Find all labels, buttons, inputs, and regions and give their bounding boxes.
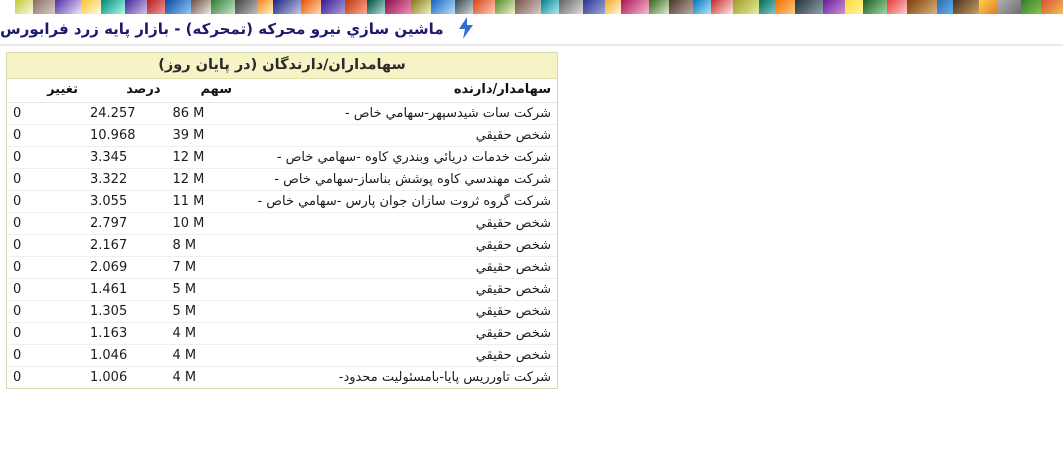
- holder-change: 0: [7, 125, 84, 147]
- holder-percent: 1.305: [84, 301, 167, 323]
- holder-change: 0: [7, 345, 84, 367]
- header-divider: [0, 44, 1063, 46]
- thumbnail-item[interactable]: [669, 0, 693, 14]
- holder-shares: 5 M: [167, 279, 239, 301]
- table-row[interactable]: [7, 367, 557, 389]
- column-header-percent: درصد: [126, 82, 161, 97]
- column-header-name: سهامدار/دارنده: [453, 82, 551, 97]
- thumbnail-item[interactable]: [367, 0, 385, 14]
- holder-name: شخص حقيقي: [238, 125, 557, 147]
- thumbnail-item[interactable]: [455, 0, 473, 14]
- holder-change: 0: [7, 147, 84, 169]
- table-row[interactable]: [7, 147, 557, 169]
- holder-percent: 10.968: [84, 125, 167, 147]
- thumbnail-item[interactable]: [345, 0, 367, 14]
- thumbnail-item[interactable]: [997, 0, 1021, 14]
- holder-shares: 4 M: [167, 367, 239, 389]
- thumbnail-item[interactable]: [33, 0, 55, 14]
- shareholders-panel: [6, 52, 558, 389]
- holder-percent: 3.345: [84, 147, 167, 169]
- thumbnail-item[interactable]: [385, 0, 411, 14]
- table-row[interactable]: [7, 191, 557, 213]
- holder-shares: 86 M: [167, 103, 239, 125]
- column-header-change: تغيير: [47, 82, 78, 97]
- thumbnail-item[interactable]: [759, 0, 775, 14]
- panel-title: سهامداران/دارندگان (در پايان روز): [7, 53, 557, 79]
- holder-percent: 1.006: [84, 367, 167, 389]
- thumbnail-item[interactable]: [431, 0, 455, 14]
- holder-percent: 2.167: [84, 235, 167, 257]
- thumbnail-item[interactable]: [907, 0, 937, 14]
- holder-name: شخص حقيقي: [238, 345, 557, 367]
- thumbnail-item[interactable]: [541, 0, 559, 14]
- column-header-shares: سهم: [200, 82, 232, 97]
- table-row[interactable]: [7, 235, 557, 257]
- table-row[interactable]: [7, 257, 557, 279]
- holder-shares: 4 M: [167, 345, 239, 367]
- thumbnail-item[interactable]: [953, 0, 979, 14]
- thumbnail-item[interactable]: [979, 0, 997, 14]
- thumbnail-item[interactable]: [473, 0, 495, 14]
- thumbnail-item[interactable]: [191, 0, 211, 14]
- holder-shares: 10 M: [167, 213, 239, 235]
- holder-name: شخص حقيقي: [238, 301, 557, 323]
- holder-shares: 5 M: [167, 301, 239, 323]
- holder-change: 0: [7, 367, 84, 389]
- holder-name: شركت سات شيدسپهر-سهامي خاص -: [238, 103, 557, 125]
- holder-name: شركت تاورريس پايا-بامسئوليت محدود-: [238, 367, 557, 389]
- holder-shares: 8 M: [167, 235, 239, 257]
- holder-shares: 39 M: [167, 125, 239, 147]
- holder-change: 0: [7, 169, 84, 191]
- thumbnail-item[interactable]: [1021, 0, 1041, 14]
- thumbnail-item[interactable]: [301, 0, 321, 14]
- thumbnail-item[interactable]: [273, 0, 301, 14]
- holder-change: 0: [7, 235, 84, 257]
- holder-percent: 3.055: [84, 191, 167, 213]
- holder-shares: 11 M: [167, 191, 239, 213]
- thumbnail-item[interactable]: [887, 0, 907, 14]
- thumbnail-item[interactable]: [411, 0, 431, 14]
- thumbnail-item[interactable]: [733, 0, 759, 14]
- holder-change: 0: [7, 257, 84, 279]
- holder-name: شركت گروه ثروت سازان جوان پارس -سهامي خاص -: [238, 191, 557, 213]
- thumbnail-item[interactable]: [495, 0, 515, 14]
- holder-change: 0: [7, 191, 84, 213]
- thumbnail-item[interactable]: [621, 0, 649, 14]
- thumbnail-item[interactable]: [711, 0, 733, 14]
- thumbnail-item[interactable]: [795, 0, 823, 14]
- thumbnail-item[interactable]: [693, 0, 711, 14]
- thumbnail-item[interactable]: [211, 0, 235, 14]
- holder-name: شخص حقيقي: [238, 235, 557, 257]
- shareholders-table: [7, 79, 557, 388]
- holder-percent: 1.046: [84, 345, 167, 367]
- holder-name: شخص حقيقي: [238, 323, 557, 345]
- bolt-icon: [458, 17, 474, 42]
- thumbnail-item[interactable]: [863, 0, 887, 14]
- holder-percent: 3.322: [84, 169, 167, 191]
- holder-shares: 7 M: [167, 257, 239, 279]
- table-row[interactable]: [7, 323, 557, 345]
- thumbnail-item[interactable]: [125, 0, 147, 14]
- holder-shares: 12 M: [167, 147, 239, 169]
- table-header-row: [7, 79, 557, 103]
- holder-change: 0: [7, 213, 84, 235]
- thumbnail-item[interactable]: [15, 0, 33, 14]
- thumbnail-item[interactable]: [55, 0, 81, 14]
- holder-change: 0: [7, 279, 84, 301]
- holder-name: شركت مهندسي كاوه پوشش بناساز-سهامي خاص -: [238, 169, 557, 191]
- holder-name: شخص حقيقي: [238, 213, 557, 235]
- holder-percent: 1.461: [84, 279, 167, 301]
- thumbnail-item[interactable]: [775, 0, 795, 14]
- shareholders-table-body: [7, 103, 557, 389]
- holder-percent: 2.797: [84, 213, 167, 235]
- thumbnail-item[interactable]: [559, 0, 583, 14]
- holder-percent: 1.163: [84, 323, 167, 345]
- table-row[interactable]: [7, 169, 557, 191]
- thumbnail-item[interactable]: [101, 0, 125, 14]
- table-row[interactable]: [7, 345, 557, 367]
- holder-name: شخص حقيقي: [238, 279, 557, 301]
- table-row[interactable]: [7, 213, 557, 235]
- holder-percent: 2.069: [84, 257, 167, 279]
- holder-change: 0: [7, 301, 84, 323]
- thumbnail-item[interactable]: [147, 0, 165, 14]
- thumbnail-item[interactable]: [81, 0, 101, 14]
- holder-change: 0: [7, 323, 84, 345]
- holder-change: 0: [7, 103, 84, 125]
- thumbnail-item[interactable]: [165, 0, 191, 14]
- thumbnail-strip: [0, 0, 1063, 14]
- thumbnail-item[interactable]: [605, 0, 621, 14]
- holder-name: شخص حقيقي: [238, 257, 557, 279]
- thumbnail-item[interactable]: [321, 0, 345, 14]
- thumbnail-item[interactable]: [823, 0, 845, 14]
- thumbnail-item[interactable]: [235, 0, 257, 14]
- thumbnail-item[interactable]: [649, 0, 669, 14]
- table-row[interactable]: [7, 279, 557, 301]
- table-row[interactable]: [7, 125, 557, 147]
- thumbnail-item[interactable]: [845, 0, 863, 14]
- thumbnail-item[interactable]: [515, 0, 541, 14]
- thumbnail-item[interactable]: [937, 0, 953, 14]
- thumbnail-item[interactable]: [583, 0, 605, 14]
- holder-shares: 12 M: [167, 169, 239, 191]
- holder-name: شركت خدمات دريائي وبندري كاوه -سهامي خاص -: [238, 147, 557, 169]
- holder-percent: 24.257: [84, 103, 167, 125]
- thumbnail-item[interactable]: [1041, 0, 1063, 14]
- header-bar: [0, 14, 1063, 44]
- holder-shares: 4 M: [167, 323, 239, 345]
- table-row[interactable]: [7, 103, 557, 125]
- table-row[interactable]: [7, 301, 557, 323]
- thumbnail-item[interactable]: [257, 0, 273, 14]
- page-title: ماشين سازي نيرو محركه (تمحركه) - بازار پايه زرد فرابورس: [0, 20, 444, 38]
